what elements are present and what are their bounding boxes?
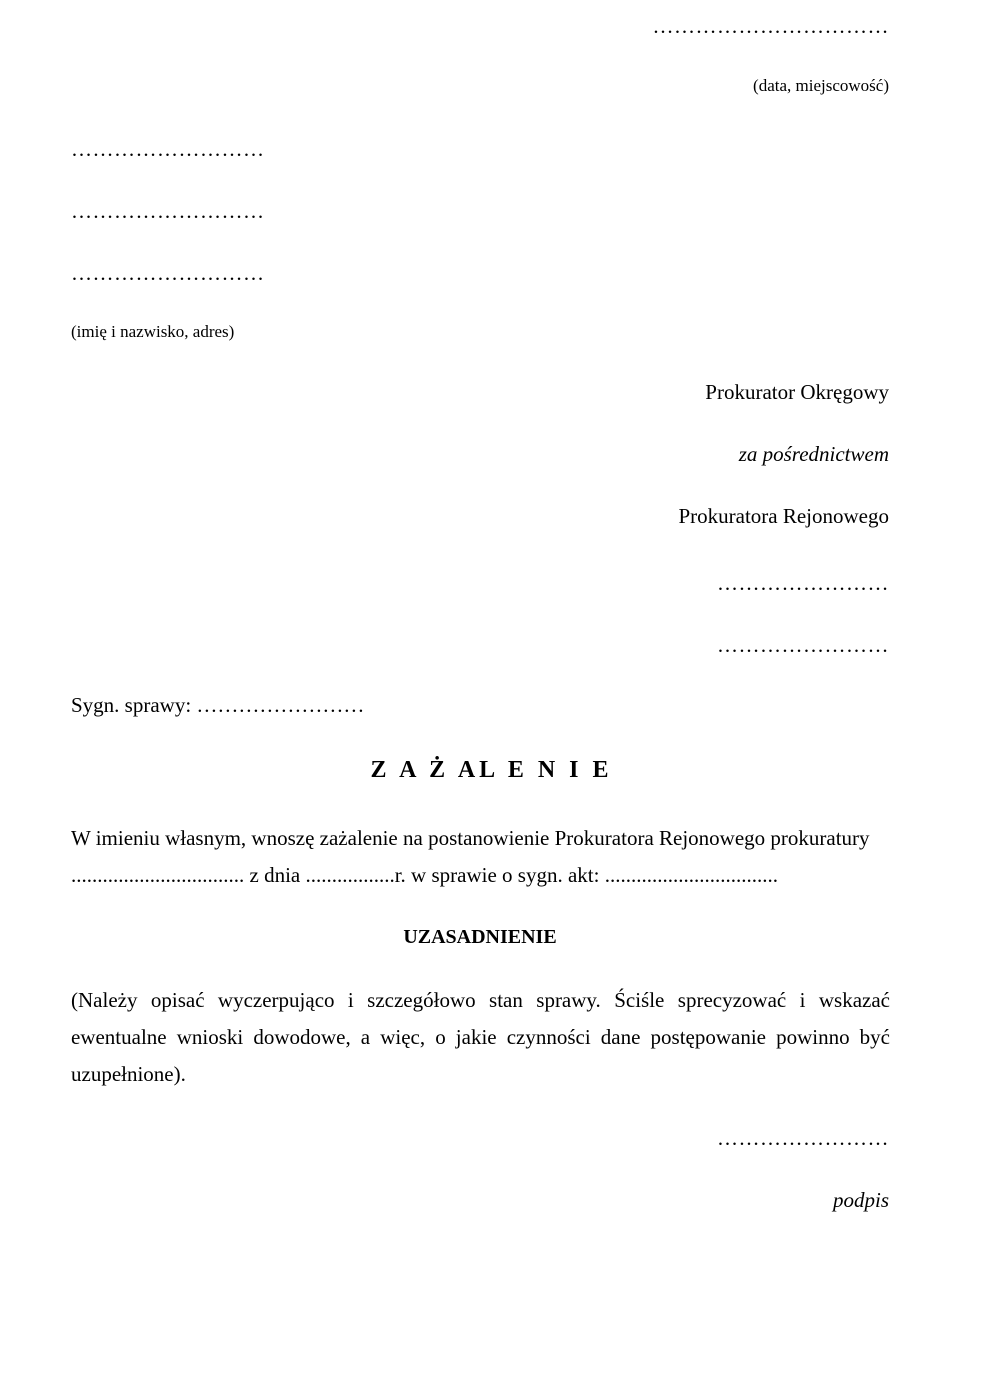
sender-line-2: ……………………… [71,199,265,223]
recipient-dots-1: …………………… [717,571,889,595]
recipient-line-2: za pośrednictwem [738,442,889,466]
case-signature: Sygn. sprawy: …………………… [71,693,365,717]
body-line-1: W imieniu własnym, wnoszę zażalenie na postanowienie Prokuratora Rejonowego prokuratury [71,826,870,850]
recipient-dots-2: …………………… [717,633,889,657]
date-place-label: (data, miejscowość) [753,76,889,95]
justification-heading: UZASADNIENIE [403,926,557,948]
justification-text: (Należy opisać wyczerpująco i szczegółowo stan sprawy. Ściśle sprecyzować i wskazać ewentualne wnioski dowodowe, a więc, o jakie czynności dane postępowanie powinno być uzupełnione). [71,988,890,1086]
recipient-line-3: Prokuratora Rejonowego [678,504,889,528]
sender-label: (imię i nazwisko, adres) [71,322,235,341]
body-line-2: ................................. z dnia .................r. w sprawie o sygn. akt: ................................. [71,863,778,887]
date-place-field: …………………………… [652,14,889,38]
signature-dots: …………………… [717,1126,889,1150]
recipient-line-1: Prokurator Okręgowy [705,380,889,404]
document-title: Z A Ż AL E N I E [370,757,613,783]
sender-line-3: ……………………… [71,261,265,285]
sender-line-1: ……………………… [71,137,265,161]
signature-label: podpis [832,1188,889,1212]
